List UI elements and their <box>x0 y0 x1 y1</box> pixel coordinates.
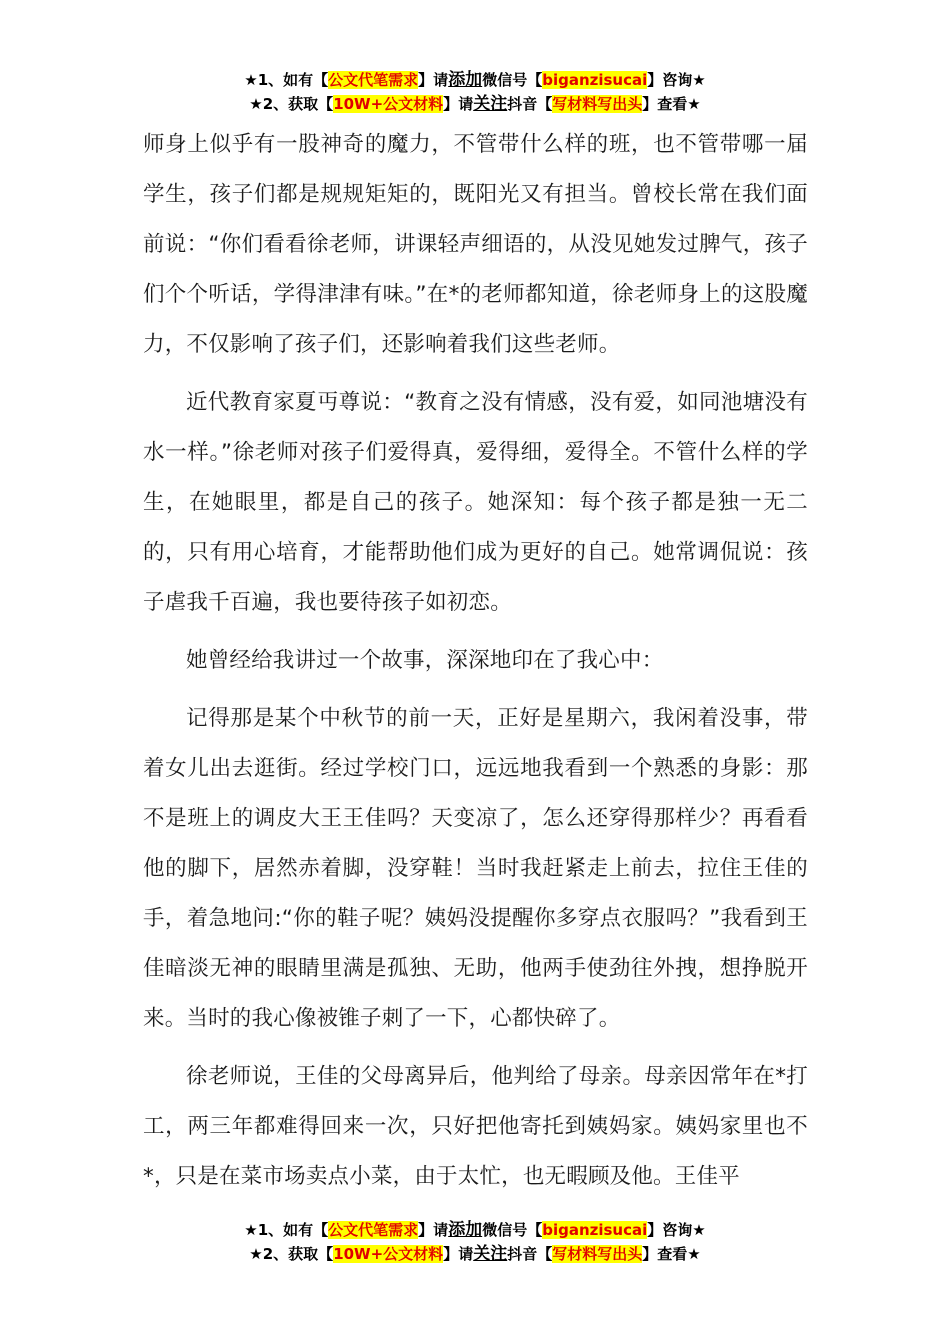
document-body <box>143 120 808 1210</box>
header-line-2 <box>0 92 950 116</box>
follow-emphasis: 关注 <box>473 94 508 114</box>
header-line-2-suffix: 】查看★ <box>642 95 701 113</box>
footer-line-2 <box>0 1242 950 1266</box>
footer-line-2-middle: 】请 <box>443 1245 474 1263</box>
paragraph: 徐老师说，王佳的父母离异后，他判给了母亲。母亲因常年在*打工，两三年都难得回来一次，只好把他寄托到姨妈家。姨妈家里也不*，只是在菜市场卖点小菜，由于太忙，也无暇顾及他。王佳平 <box>143 1064 808 1189</box>
paragraph: 师身上似乎有一股神奇的魔力，不管带什么样的班，也不管带哪一届学生，孩子们都是规规矩矩的，既阳光又有担当。曾校长常在我们面前说：“你们看看徐老师，讲课轻声细语的，从没见她发过脾气，孩子们个个听话，学得津津有味。”在*的老师都知道，徐老师身上的这股魔力，不仅影响了孩子们，还影响着我们这些老师。 <box>143 132 808 357</box>
header-line-1 <box>0 68 950 92</box>
header-line-1-middle: 】请 <box>418 71 449 89</box>
paragraph: 她曾经给我讲过一个故事，深深地印在了我心中： <box>186 648 664 673</box>
add-emphasis: 添加 <box>448 70 483 90</box>
header-line-2-middle: 】请 <box>443 95 474 113</box>
footer-line-1 <box>0 1218 950 1242</box>
header-line-2-middle2: 抖音【 <box>507 95 553 113</box>
footer-line-1-suffix: 】咨询★ <box>647 1221 706 1239</box>
follow-emphasis: 关注 <box>473 1244 508 1264</box>
footer-banner <box>0 1218 950 1266</box>
footer-line-2-prefix: ★2、获取【 <box>249 1245 334 1263</box>
header-banner <box>0 68 950 116</box>
paragraph: 记得那是某个中秋节的前一天，正好是星期六，我闲着没事，带着女儿出去逛街。经过学校门口，远远地我看到一个熟悉的身影：那不是班上的调皮大王王佳吗？天变凉了，怎么还穿得那样少？再看看他的脚下，居然赤着脚，没穿鞋！当时我赶紧走上前去，拉住王佳的手，着急地问:“你的鞋子呢？姨妈没提醒你多穿点衣服吗？”我看到王佳暗淡无神的眼睛里满是孤独、无助，他两手使劲往外拽，想挣脱开来。当时的我心像被锥子刺了一下，心都快碎了。 <box>143 706 808 1031</box>
wechat-id-highlight: biganzisucai <box>542 1221 648 1239</box>
footer-line-1-middle: 】请 <box>418 1221 449 1239</box>
header-line-1-middle2: 微信号【 <box>482 71 543 89</box>
douyin-account-highlight: 写材料写出头 <box>552 1245 643 1263</box>
paragraph: 近代教育家夏丏尊说：“教育之没有情感，没有爱，如同池塘没有水一样。”徐老师对孩子们爱得真，爱得细，爱得全。不管什么样的学生，在她眼里，都是自己的孩子。她深知：每个孩子都是独一无二的，只有用心培育，才能帮助他们成为更好的自己。她常调侃说：孩子虐我千百遍，我也要待孩子如初恋。 <box>143 390 808 615</box>
wechat-id-highlight: biganzisucai <box>542 71 648 89</box>
douyin-account-highlight: 写材料写出头 <box>552 95 643 113</box>
service-highlight: 公文代笔需求 <box>328 71 419 89</box>
service-highlight: 公文代笔需求 <box>328 1221 419 1239</box>
footer-line-1-middle2: 微信号【 <box>482 1221 543 1239</box>
header-line-1-suffix: 】咨询★ <box>647 71 706 89</box>
materials-highlight: 10W+公文材料 <box>333 1245 444 1263</box>
add-emphasis: 添加 <box>448 1220 483 1240</box>
footer-line-2-middle2: 抖音【 <box>507 1245 553 1263</box>
header-line-1-prefix: ★1、如有【 <box>244 71 329 89</box>
footer-line-1-prefix: ★1、如有【 <box>244 1221 329 1239</box>
materials-highlight: 10W+公文材料 <box>333 95 444 113</box>
header-line-2-prefix: ★2、获取【 <box>249 95 334 113</box>
footer-line-2-suffix: 】查看★ <box>642 1245 701 1263</box>
